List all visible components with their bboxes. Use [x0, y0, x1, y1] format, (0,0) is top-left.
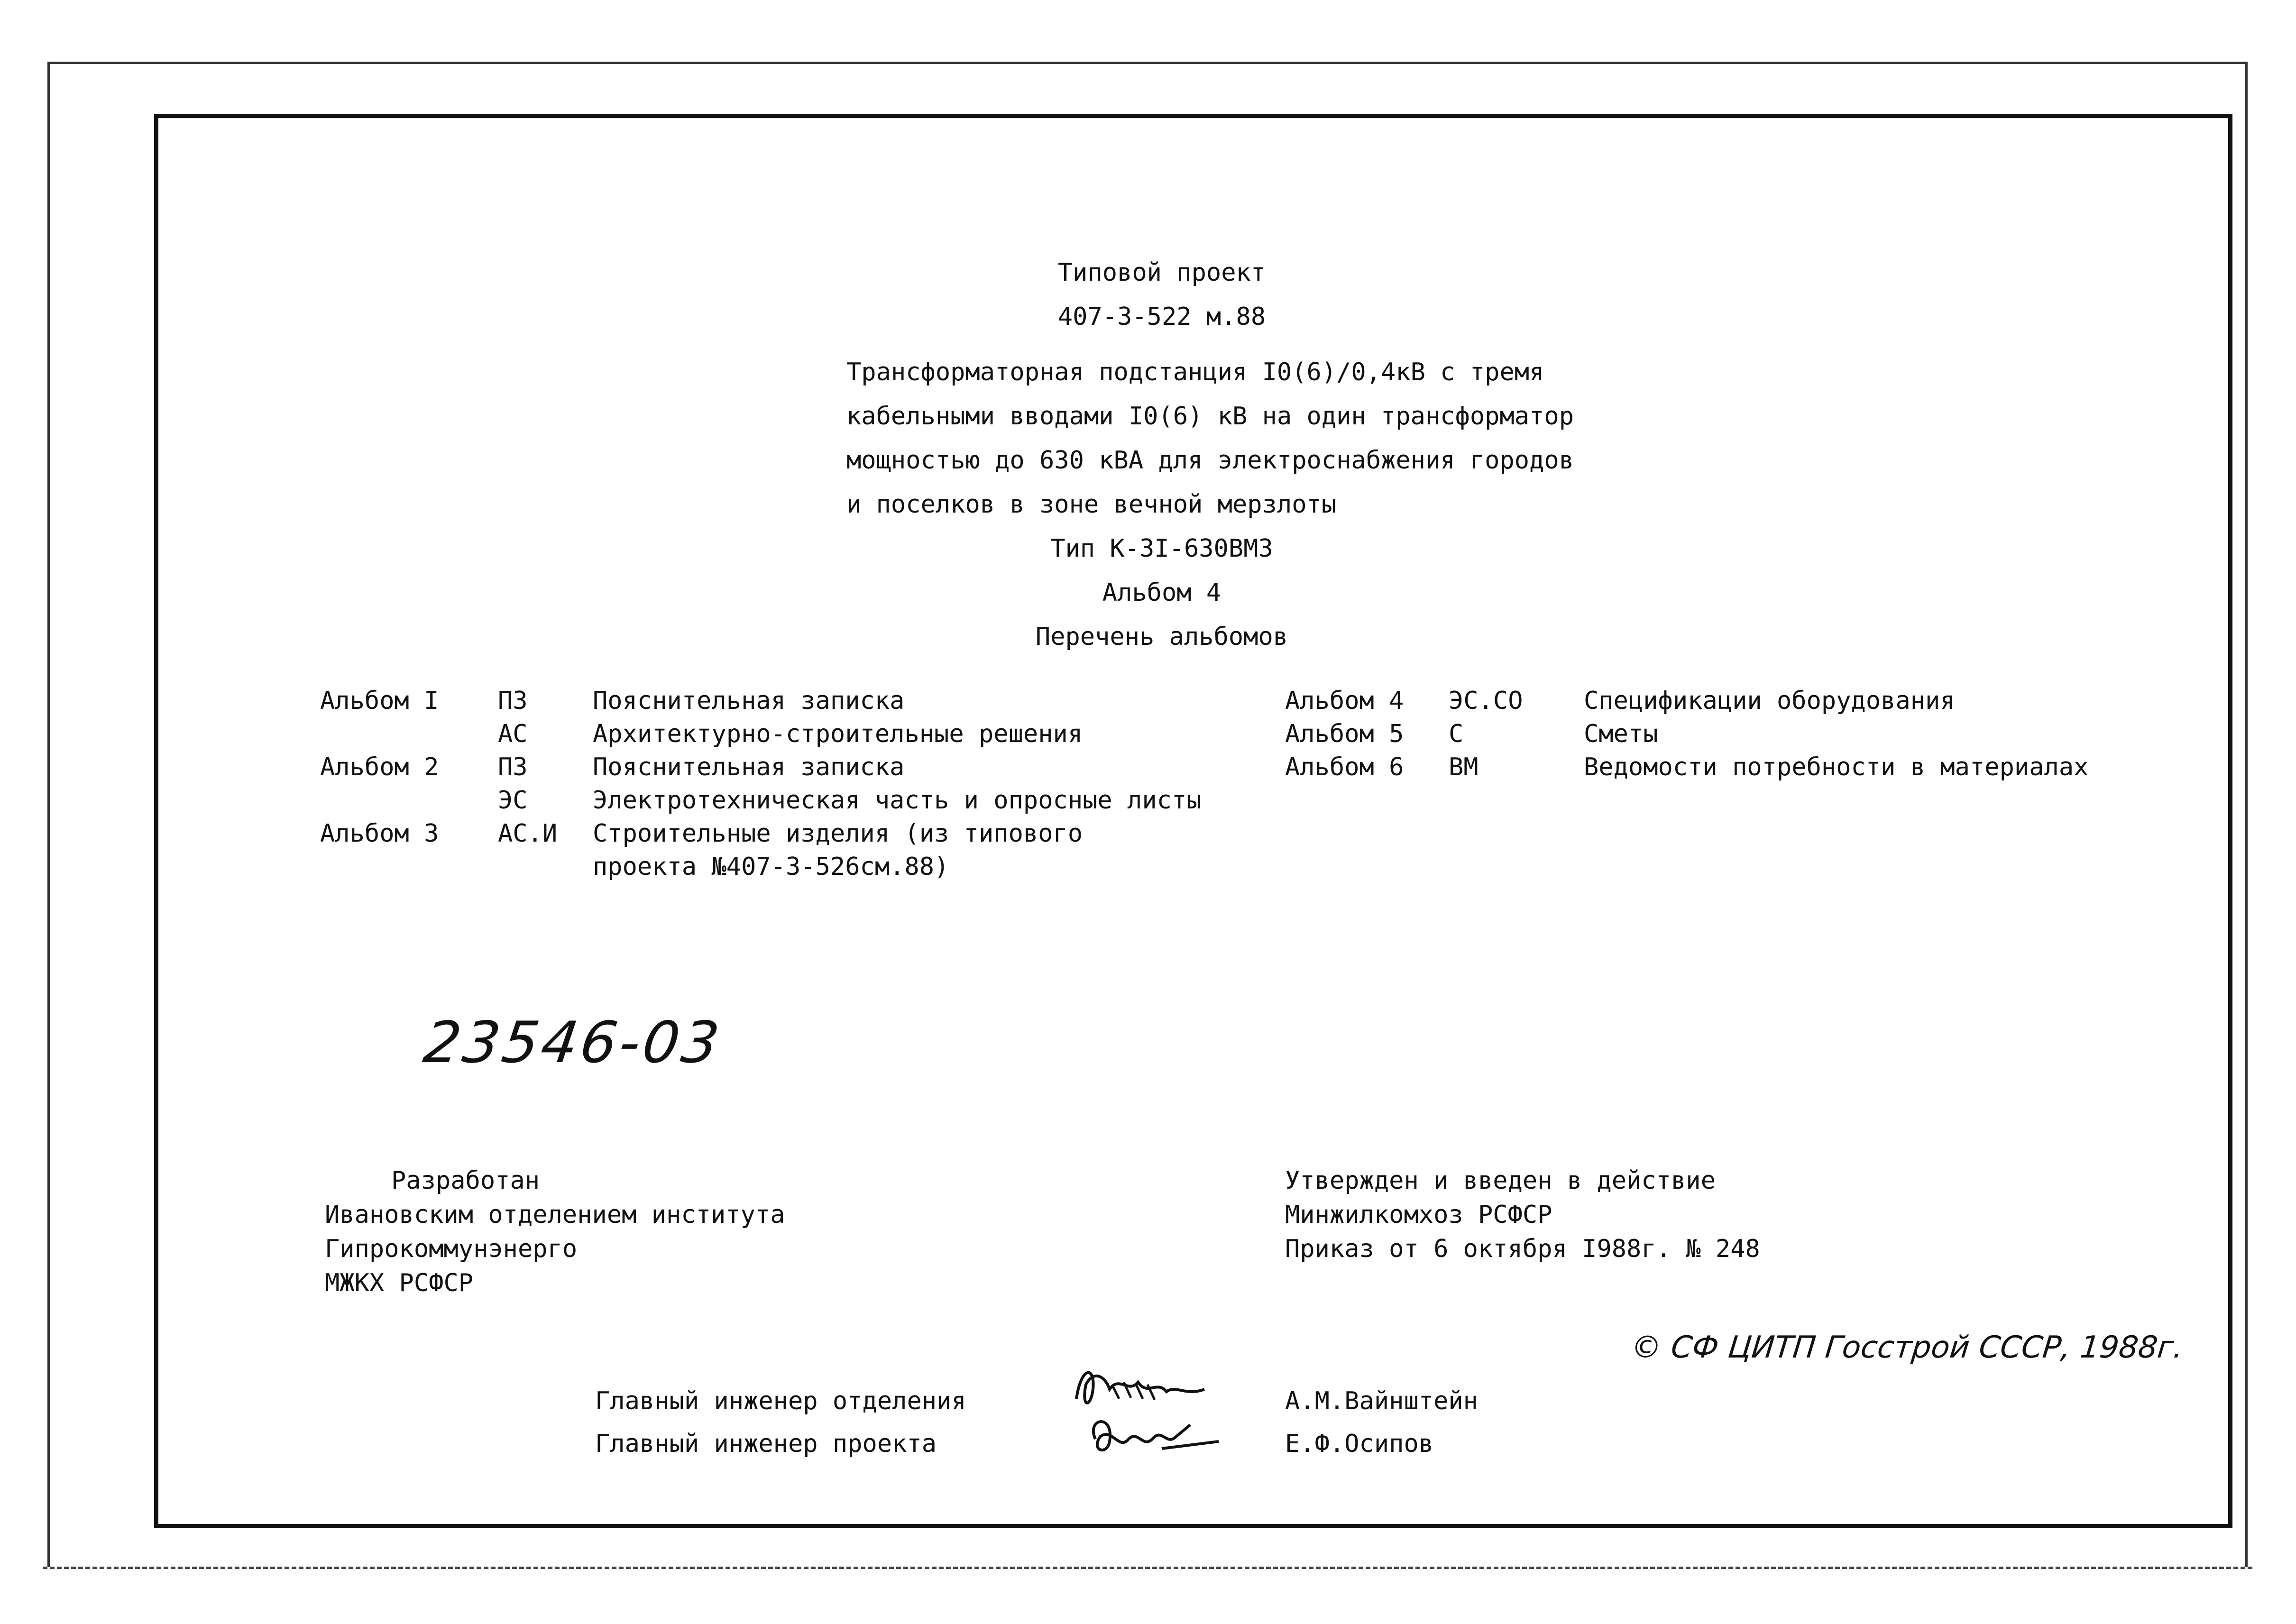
outer-frame-dashed-edge	[43, 1567, 2252, 1569]
album-code: ПЗ	[498, 687, 528, 715]
description-line: Трансформаторная подстанция I0(6)/0,4кВ с тремя	[846, 358, 1544, 386]
signature-role: Главный инженер отделения	[595, 1387, 966, 1415]
approved-line: Утвержден и введен в действие	[1285, 1166, 1716, 1195]
developed-line: Ивановским отделением института	[325, 1201, 785, 1229]
album-number: Альбом 4	[1102, 578, 1221, 607]
signature-role: Главный инженер проекта	[595, 1430, 937, 1458]
album-label: Альбом 6	[1285, 753, 1404, 781]
album-title: Спецификации оборудования	[1584, 687, 1955, 715]
developed-line: Гипрокоммунэнерго	[325, 1235, 578, 1263]
album-title: Электротехническая часть и опросные листы	[593, 786, 1202, 815]
description-line: мощностью до 630 кВА для электроснабжения городов	[846, 446, 1574, 475]
album-label: Альбом 4	[1285, 687, 1404, 715]
album-label: Альбом I	[320, 687, 439, 715]
description-line: кабельными вводами I0(6) кВ на один трансформатор	[846, 402, 1574, 431]
album-code: ПЗ	[498, 753, 528, 781]
album-label: Альбом 2	[320, 753, 439, 781]
album-code: С	[1449, 720, 1464, 748]
inventory-number: 23546-03	[420, 1010, 726, 1076]
album-code: АС	[498, 720, 528, 748]
description-line: и поселков в зоне вечной мерзлоты	[846, 490, 1337, 519]
album-title: Строительные изделия (из типового	[593, 819, 1083, 848]
project-number: 407-3-522 м.88	[1057, 303, 1266, 331]
approved-line: Минжилкомхоз РСФСР	[1285, 1201, 1552, 1229]
signature-scribble	[1093, 1422, 1219, 1450]
album-code: ЭС.СО	[1449, 687, 1523, 715]
album-title: Архитектурно-строительные решения	[593, 720, 1083, 748]
album-title: Пояснительная записка	[593, 687, 905, 715]
signature-name: А.М.Вайнштейн	[1285, 1387, 1478, 1415]
album-list-title: Перечень альбомов	[1035, 623, 1288, 651]
copyright-stamp: © СФ ЦИТП Госстрой СССР, 1988г.	[1629, 1330, 2185, 1365]
album-label: Альбом 5	[1285, 720, 1404, 748]
album-title: Ведомости потребности в материалах	[1584, 753, 2089, 781]
album-code: АС.И	[498, 819, 558, 848]
signature-scribble	[1076, 1373, 1204, 1403]
album-title: Пояснительная записка	[593, 753, 905, 781]
developed-heading: Разработан	[391, 1166, 540, 1195]
handwritten-signatures	[1067, 1356, 1228, 1470]
album-title: Сметы	[1584, 720, 1658, 748]
developed-line: МЖКХ РСФСР	[325, 1269, 474, 1297]
album-title: проекта №407-3-526см.88)	[593, 853, 949, 881]
album-label: Альбом 3	[320, 819, 439, 848]
signature-name: Е.Ф.Осипов	[1285, 1430, 1434, 1458]
album-code: ВМ	[1449, 753, 1479, 781]
station-type: Тип К-3I-630ВМЗ	[1050, 534, 1273, 563]
approved-line: Приказ от 6 октября I988г. № 248	[1285, 1235, 1760, 1263]
doc-type: Типовой проект	[1057, 258, 1266, 287]
album-code: ЭС	[498, 786, 528, 815]
